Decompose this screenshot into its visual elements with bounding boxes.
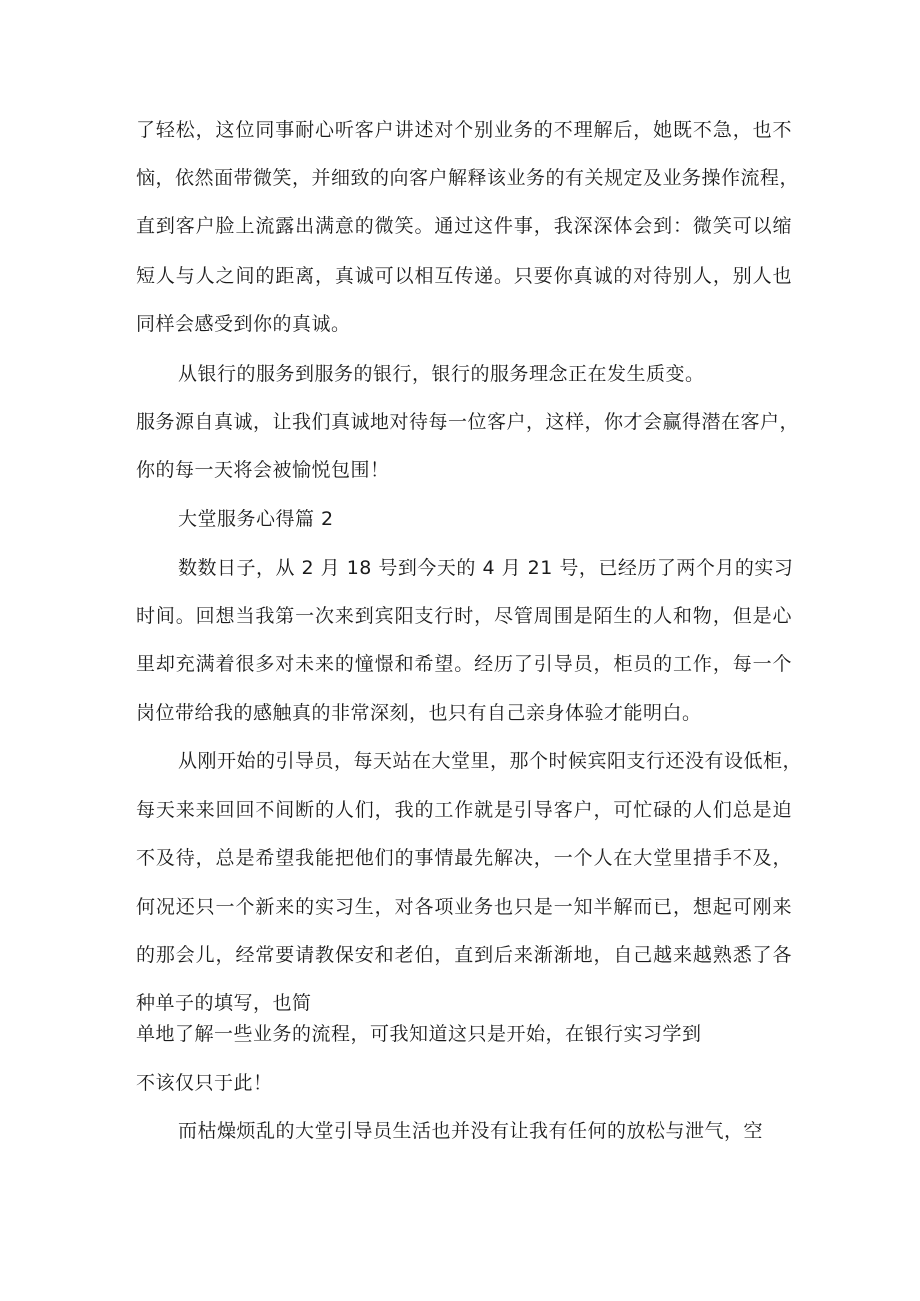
paragraph-line: 数数日子，从 2 月 18 号到今天的 4 月 21 号，已经历了两个月的实习 bbox=[178, 557, 794, 579]
paragraph-line: 了轻松，这位同事耐心听客户讲述对个别业务的不理解后，她既不急，也不 bbox=[136, 119, 792, 141]
paragraph-line: 同样会感受到你的真诚。 bbox=[136, 313, 351, 335]
paragraph-line: 种单子的填写，也简 bbox=[136, 992, 312, 1014]
paragraph-line: 从刚开始的引导员，每天站在大堂里，那个时候宾阳支行还没有设低柜， bbox=[178, 750, 803, 772]
paragraph-line: 每天来来回回不间断的人们，我的工作就是引导客户，可忙碌的人们总是迫 bbox=[136, 799, 792, 821]
paragraph-line: 恼，依然面带微笑，并细致的向客户解释该业务的有关规定及业务操作流程， bbox=[136, 167, 800, 189]
paragraph-line: 你的每一天将会被愉悦包围！ bbox=[136, 459, 390, 481]
paragraph-line: 时间。回想当我第一次来到宾阳支行时，尽管周围是陌生的人和物，但是心 bbox=[136, 605, 792, 627]
paragraph-line: 的那会儿，经常要请教保安和老伯，直到后来渐渐地，自己越来越熟悉了各 bbox=[136, 944, 792, 966]
section-heading: 大堂服务心得篇 2 bbox=[178, 508, 334, 530]
paragraph-line: 里却充满着很多对未来的憧憬和希望。经历了引导员，柜员的工作，每一个 bbox=[136, 653, 792, 675]
paragraph-line: 何况还只一个新来的实习生，对各项业务也只是一知半解而已，想起可刚来 bbox=[136, 896, 792, 918]
paragraph-line: 服务源自真诚，让我们真诚地对待每一位客户，这样，你才会赢得潜在客户， bbox=[136, 411, 800, 433]
paragraph-line: 不该仅只于此！ bbox=[136, 1072, 273, 1094]
paragraph-line: 不及待，总是希望我能把他们的事情最先解决，一个人在大堂里措手不及， bbox=[136, 847, 792, 869]
paragraph-line: 短人与人之间的距离，真诚可以相互传递。只要你真诚的对待别人，别人也 bbox=[136, 265, 792, 287]
paragraph-line: 直到客户脸上流露出满意的微笑。通过这件事，我深深体会到：微笑可以缩 bbox=[136, 215, 792, 237]
paragraph-line: 而枯燥烦乱的大堂引导员生活也并没有让我有任何的放松与泄气，空 bbox=[178, 1120, 764, 1142]
paragraph-line: 从银行的服务到服务的银行，银行的服务理念正在发生质变。 bbox=[178, 363, 705, 385]
paragraph-line: 岗位带给我的感触真的非常深刻，也只有自己亲身体验才能明白。 bbox=[136, 702, 702, 724]
paragraph-line: 单地了解一些业务的流程，可我知道这只是开始，在银行实习学到 bbox=[136, 1023, 702, 1045]
